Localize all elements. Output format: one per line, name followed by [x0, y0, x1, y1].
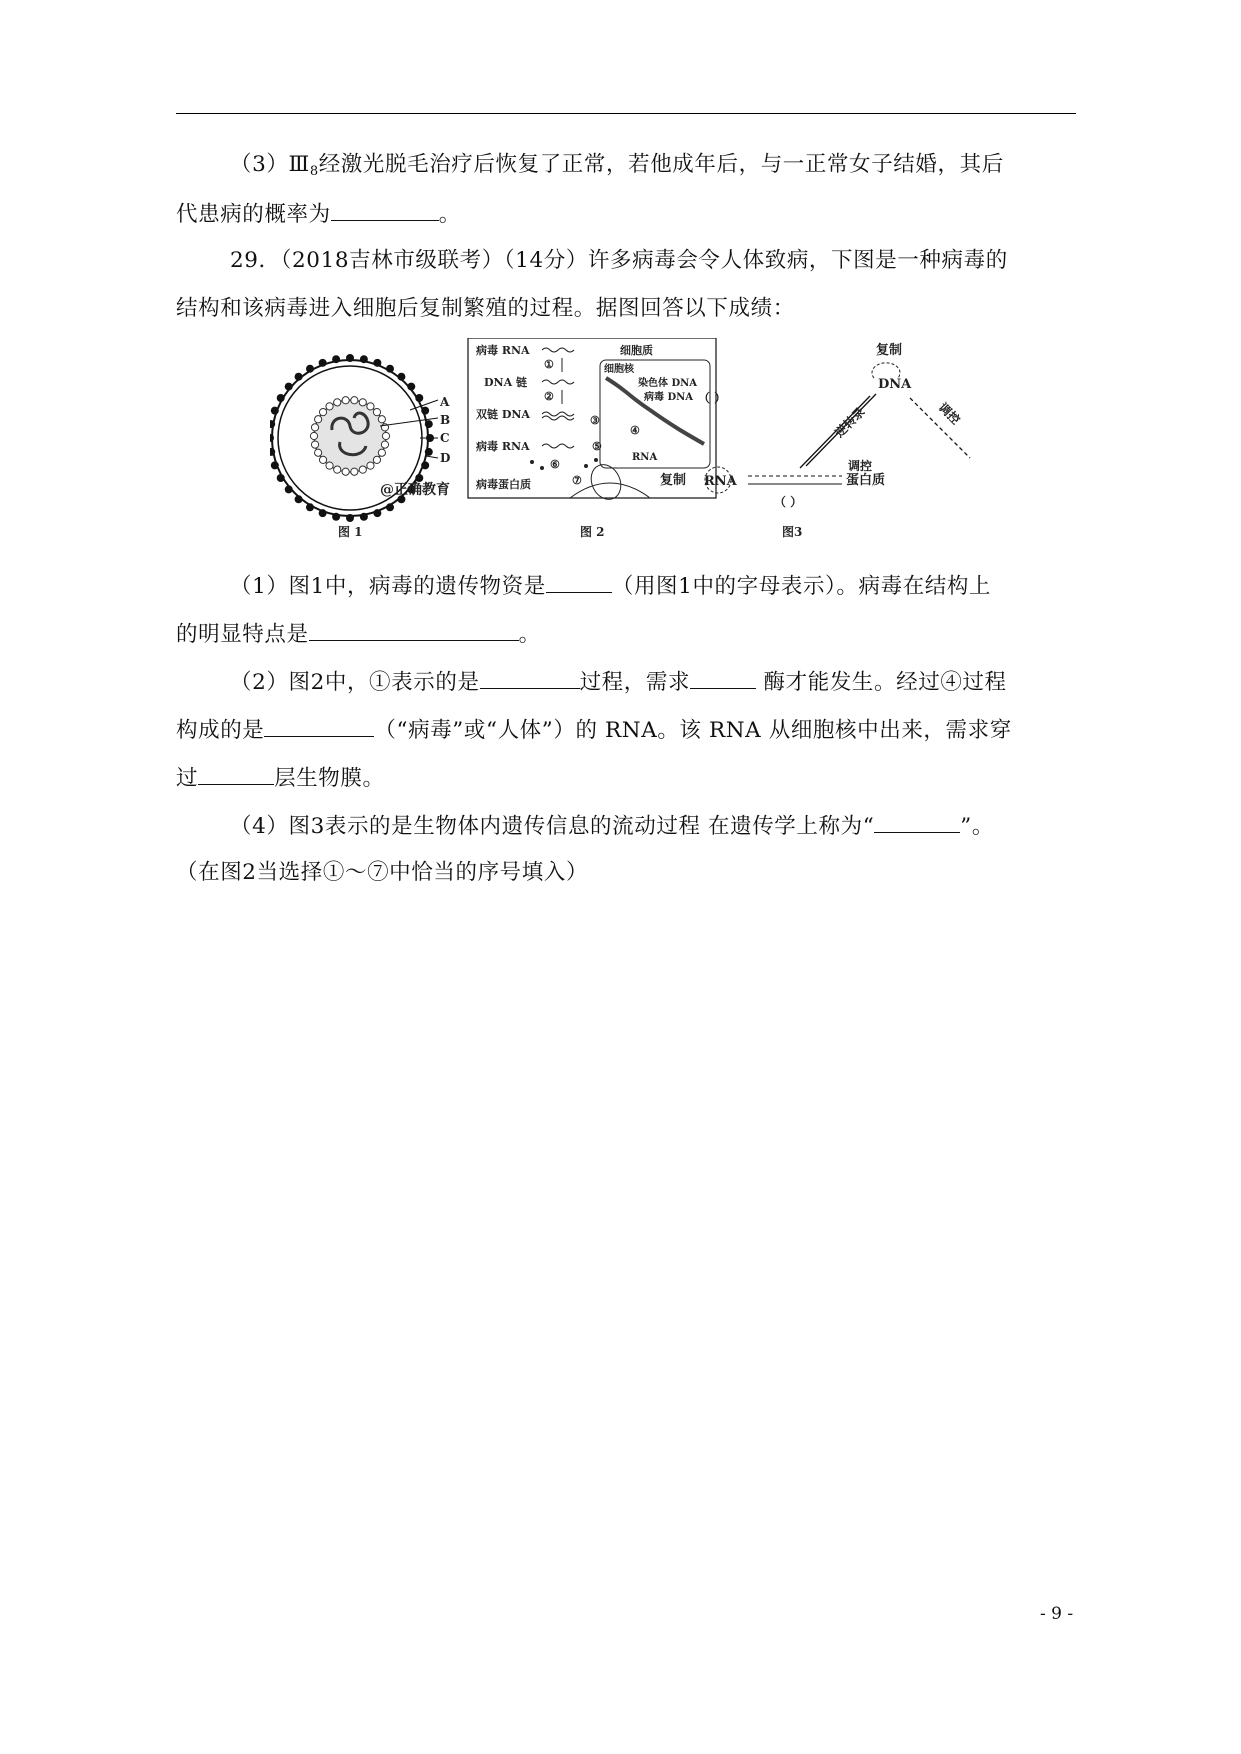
fig3-regulate-bottom: 调控 [848, 459, 873, 473]
virus-figures [270, 338, 1080, 548]
spike-protein [306, 365, 314, 373]
capsomere [311, 424, 318, 431]
capsomere [373, 409, 380, 416]
capsomere [367, 403, 374, 410]
page-number: - 9 - [1040, 1604, 1074, 1624]
spike-protein [319, 509, 327, 517]
fig2-rna: RNA [632, 452, 658, 463]
answer-blank[interactable] [264, 714, 374, 737]
spike-protein [360, 355, 368, 363]
fig2-step-2: ② [544, 390, 554, 403]
spike-protein [421, 407, 429, 415]
fig1-label-a: A [440, 395, 450, 409]
capsomere [334, 399, 341, 406]
fig2-virus-dna: 病毒 DNA [644, 392, 694, 403]
capsomere [319, 409, 326, 416]
fig2-nucleus: 细胞核 [604, 364, 634, 375]
answer-blank[interactable] [874, 810, 960, 833]
figure-1-virus-structure [270, 354, 450, 539]
capsomere [310, 432, 317, 439]
fig2-step-1: ① [544, 358, 554, 371]
spike-protein [425, 448, 433, 456]
q29-intro-line2: 结构和该病毒进入细胞后复制繁殖的过程。据图回答以下成绩： [176, 296, 795, 321]
fig3-replicate-top: 复制 [876, 343, 903, 358]
capsomere [351, 397, 358, 404]
spike-protein [407, 383, 415, 391]
capsomere [342, 397, 349, 404]
q29-2-line3: 过 层生物膜。 [176, 762, 385, 794]
spike-protein [415, 474, 423, 482]
fig2-step-6: ⑥ [550, 458, 560, 471]
fig2-virus-protein: 病毒蛋白质 [476, 478, 531, 491]
answer-blank[interactable] [690, 666, 756, 689]
q28-3-line2: 代患病的概率为 。 [176, 198, 461, 230]
spike-protein [277, 394, 285, 402]
answer-blank[interactable] [546, 570, 612, 593]
capsomere [311, 441, 318, 448]
fig2-caption: 图 2 [580, 525, 605, 539]
fig3-blank-bottom: （ ） [774, 495, 803, 509]
spike-protein [285, 383, 293, 391]
q29-intro-line1: 29．（2018吉林市级联考）（14分）许多病毒会令人体致病，下图是一种病毒的 [230, 248, 1008, 273]
q29-2-line2: 构成的是 （“病毒”或“人体”）的 RNA。该 RNA 从细胞核中出来，需求穿 [176, 714, 1012, 746]
watermark: @正确教育 [380, 482, 450, 498]
capsomere [359, 399, 366, 406]
spike-protein [415, 394, 423, 402]
capsomere [373, 456, 380, 463]
capsomere [315, 449, 322, 456]
capsomere [359, 466, 366, 473]
spike-protein [306, 503, 314, 511]
q29-1-line2: 的明显特点是 。 [176, 618, 541, 650]
fig2-dna-chain: DNA 链 [484, 376, 527, 389]
spike-protein [271, 461, 279, 469]
fig2-step-5: ⑤ [592, 440, 602, 453]
spike-protein [397, 373, 405, 381]
capsomere [378, 416, 385, 423]
spike-protein [277, 474, 285, 482]
spike-protein [285, 485, 293, 493]
spike-protein [295, 495, 303, 503]
spike-protein [373, 359, 381, 367]
figure-3-information-flow [660, 342, 970, 539]
spike-protein [386, 503, 394, 511]
spike-protein [373, 509, 381, 517]
fig1-label-c: C [440, 431, 450, 445]
capsomere [326, 462, 333, 469]
capsomere [382, 432, 389, 439]
fig3-rna: RNA [704, 474, 737, 489]
header-rule [176, 113, 1076, 114]
spike-protein [346, 514, 354, 522]
capsomere [367, 462, 374, 469]
capsomere [381, 441, 388, 448]
capsomere [315, 416, 322, 423]
capsomere [319, 456, 326, 463]
capsomere [351, 468, 358, 475]
q28-3-line1: $(3)Ⅲ_8$经激光脱毛治疗后恢复了正常，若他成年后，与一正常女子结婚，其后 [230, 152, 1004, 179]
spike-protein [346, 354, 354, 362]
spike-protein [270, 434, 274, 442]
fig2-ds-dna: 双链 DNA [476, 408, 530, 421]
fig2-chromosome-dna: 染色体 DNA [638, 378, 698, 389]
fig2-step-7: ⑦ [572, 474, 582, 487]
fig3-regulate-right: 调控 [935, 400, 963, 428]
capsomere [326, 403, 333, 410]
answer-blank[interactable] [480, 666, 580, 689]
fig1-label-b: B [440, 413, 451, 427]
fig3-caption: 图3 [782, 525, 803, 539]
fig2-step-3: ③ [590, 414, 600, 427]
fig3-replicate-left: 复制 [660, 473, 687, 488]
q29-4-line1: （4）图3表示的是生物体内遗传信息的流动过程 在遗传学上称为“ ”。 [230, 810, 994, 842]
spike-protein [425, 420, 433, 428]
fig2-virus-rna-2: 病毒 RNA [476, 440, 530, 453]
fig3-protein: 蛋白质 [846, 473, 886, 488]
q29-4-line2: （在图2当选择①～⑦中恰当的序号填入） [176, 860, 589, 885]
fig3-blank-left: （ ） [698, 391, 727, 405]
fig3-dna: DNA [878, 377, 912, 392]
fig2-cytoplasm: 细胞质 [620, 344, 653, 357]
fig2-step-4: ④ [630, 424, 640, 437]
fig2-virus-rna: 病毒 RNA [476, 344, 530, 357]
spike-protein [332, 513, 340, 521]
capsomere [334, 466, 341, 473]
capsomere [342, 468, 349, 475]
spike-protein [295, 373, 303, 381]
fig1-label-d: D [440, 451, 451, 465]
spike-protein [271, 407, 279, 415]
spike-protein [319, 359, 327, 367]
spike-protein [386, 365, 394, 373]
capsomere [378, 449, 385, 456]
answer-blank[interactable] [198, 762, 274, 785]
figure-2-replication [468, 338, 716, 539]
fig3-reverse: 逆转录 [832, 404, 868, 441]
q29-1-line1: （1）图1中，病毒的遗传物资是 （用图1中的字母表示）。病毒在结构上 [230, 570, 991, 602]
fig1-caption: 图 1 [338, 525, 363, 539]
spike-protein [421, 461, 429, 469]
spike-protein [360, 513, 368, 521]
answer-blank[interactable] [331, 198, 439, 221]
q29-2-line1: （2）图2中，①表示的是 过程，需求 酶才能发生。经过④过程 [230, 666, 1007, 698]
spike-protein [332, 355, 340, 363]
answer-blank[interactable] [309, 618, 519, 641]
